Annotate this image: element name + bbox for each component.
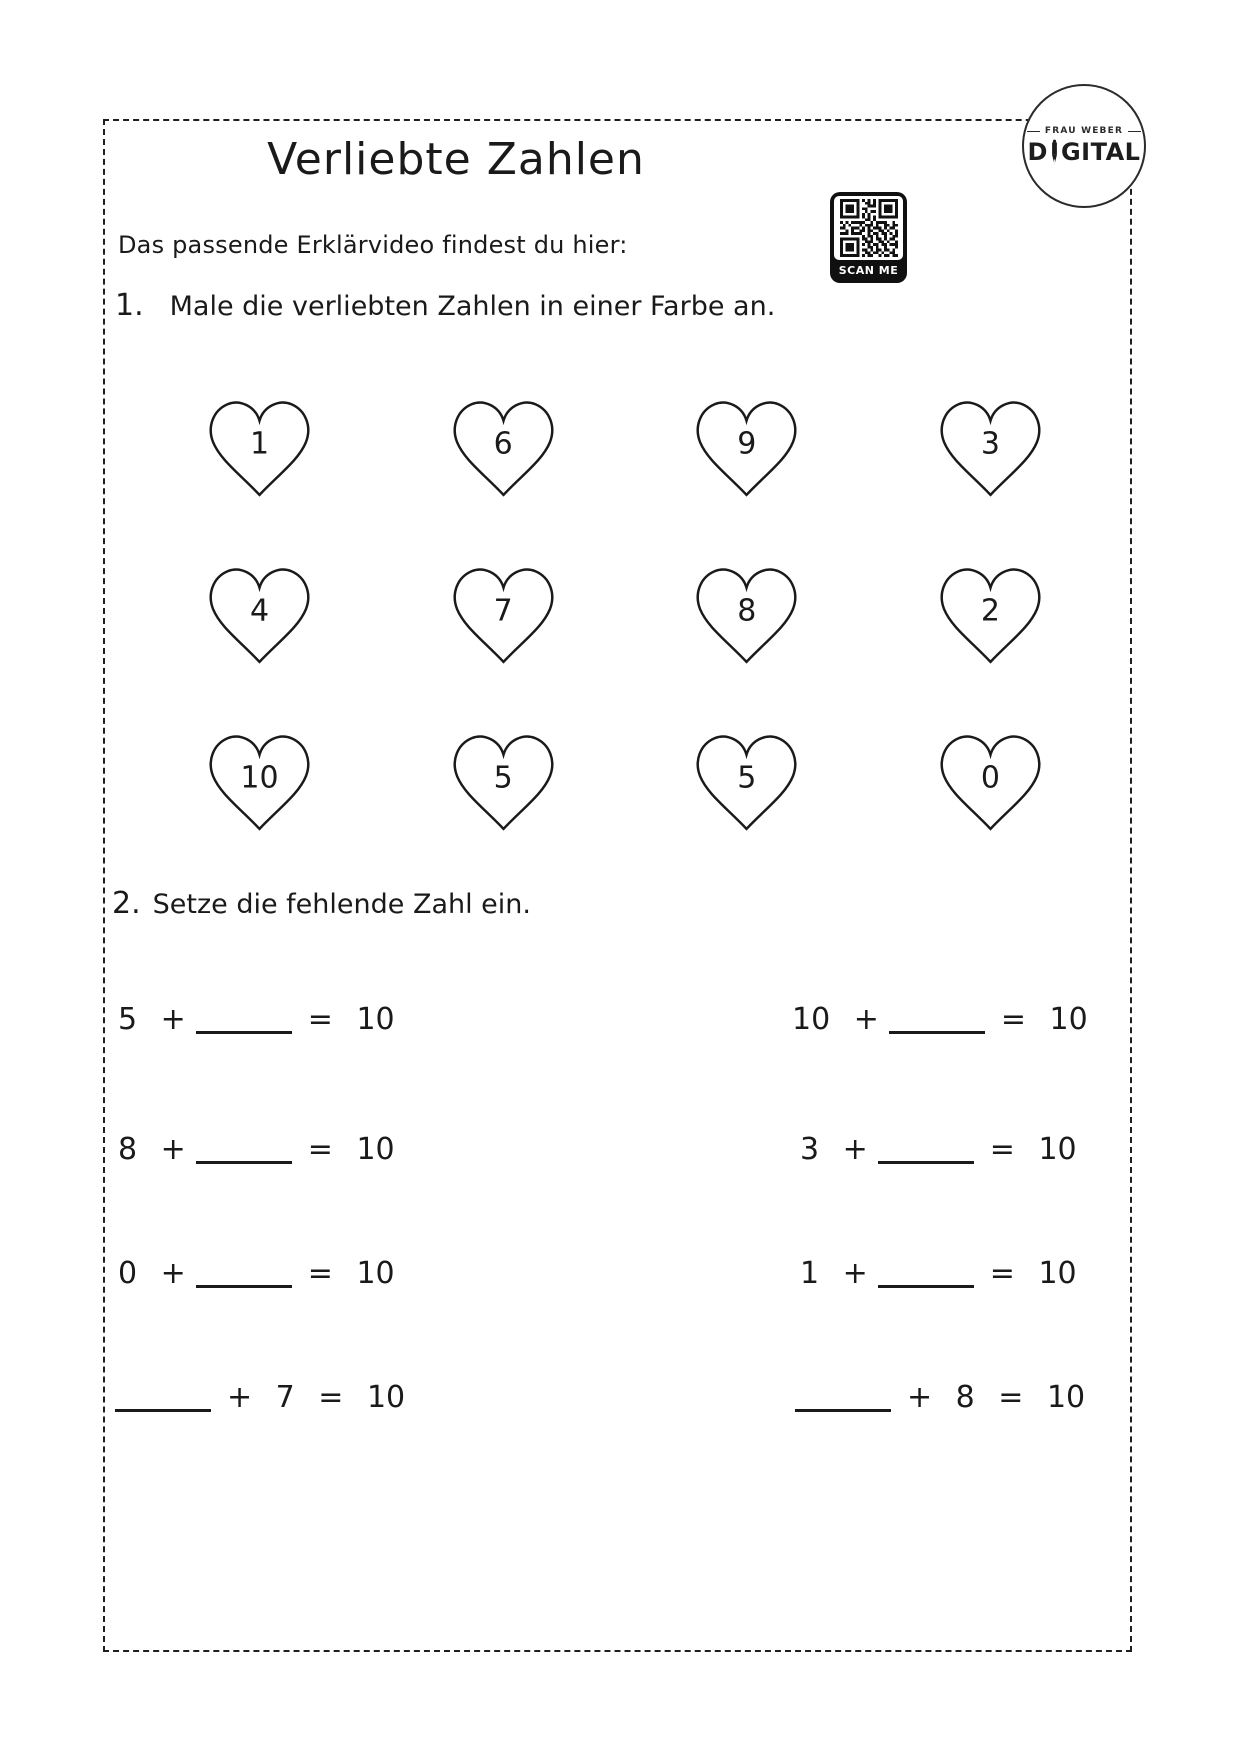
- equation: [118, 1132, 395, 1167]
- heart-number: 10: [240, 760, 279, 796]
- task-1-text: Male die verliebten Zahlen in einer Farbe an.: [169, 291, 776, 322]
- heart: [202, 730, 317, 833]
- equation: [118, 1002, 395, 1037]
- equation-text: 1 +: [800, 1256, 868, 1291]
- equation-text: = 10: [307, 1002, 395, 1037]
- equation: [795, 1380, 1085, 1415]
- answer-blank: [889, 1031, 985, 1034]
- brand-logo: [1022, 84, 1146, 208]
- heart-number: 9: [737, 426, 757, 462]
- answer-blank: [795, 1409, 891, 1412]
- equation-text: 0 +: [118, 1256, 186, 1291]
- equation-text: = 10: [307, 1256, 395, 1291]
- heart-number: 5: [737, 760, 757, 796]
- heart: [689, 563, 804, 666]
- equation-text: 3 +: [800, 1132, 868, 1167]
- heart: [689, 730, 804, 833]
- answer-blank: [196, 1285, 292, 1288]
- heart-number: 8: [737, 593, 757, 629]
- equation: [115, 1380, 405, 1415]
- heart: [446, 730, 561, 833]
- qr-scan-label: SCAN ME: [838, 264, 899, 277]
- logo-dash-right: [1128, 131, 1141, 132]
- logo-dash-left: [1027, 131, 1040, 132]
- heart-number: 6: [493, 426, 513, 462]
- task-2-text: Setze die fehlende Zahl ein.: [152, 889, 531, 920]
- heart-number: 4: [249, 593, 270, 629]
- heart-row: [202, 396, 1048, 499]
- heart: [933, 730, 1048, 833]
- heart-number: 0: [980, 760, 1001, 796]
- heart-number: 1: [249, 426, 270, 462]
- hearts-grid: [202, 396, 1048, 897]
- equation: [800, 1132, 1077, 1167]
- heart: [933, 396, 1048, 499]
- equation-text: 10 +: [792, 1002, 879, 1037]
- heart: [202, 396, 317, 499]
- brand-name-text: FRAU WEBER: [1044, 126, 1124, 136]
- heart: [689, 396, 804, 499]
- brand-top-row: [1027, 126, 1141, 136]
- heart-number: 7: [493, 593, 513, 629]
- qr-badge: [830, 192, 907, 283]
- equation: [792, 1002, 1088, 1037]
- equation: [118, 1256, 395, 1291]
- heart: [446, 396, 561, 499]
- answer-blank: [115, 1409, 211, 1412]
- equation-text: = 10: [1000, 1002, 1088, 1037]
- answer-blank: [878, 1161, 974, 1164]
- pen-icon: [1049, 139, 1060, 166]
- qr-code-icon: [834, 196, 903, 260]
- wordmark-left: D: [1027, 138, 1048, 166]
- equation-text: + 7 = 10: [227, 1380, 406, 1415]
- heart: [933, 563, 1048, 666]
- heart-number: 3: [980, 426, 1001, 462]
- task-1-heading: [115, 288, 775, 323]
- answer-blank: [196, 1031, 292, 1034]
- equation-text: = 10: [989, 1256, 1077, 1291]
- heart-number: 2: [980, 593, 1001, 629]
- equation-text: = 10: [989, 1132, 1077, 1167]
- task-1-number: 1.: [115, 288, 144, 323]
- equation-text: = 10: [307, 1132, 395, 1167]
- task-2-number: 2.: [112, 886, 141, 921]
- page-title: Verliebte Zahlen: [267, 134, 645, 185]
- brand-wordmark: [1028, 138, 1141, 166]
- task-2-heading: [112, 886, 531, 921]
- answer-blank: [878, 1285, 974, 1288]
- heart-row: [202, 563, 1048, 666]
- heart: [446, 563, 561, 666]
- equation-text: 5 +: [118, 1002, 186, 1037]
- heart: [202, 563, 317, 666]
- intro-text: Das passende Erklärvideo findest du hier:: [118, 231, 628, 259]
- equation-text: + 8 = 10: [907, 1380, 1086, 1415]
- answer-blank: [196, 1161, 292, 1164]
- wordmark-right: GITAL: [1060, 138, 1141, 166]
- equation: [800, 1256, 1077, 1291]
- heart-row: [202, 730, 1048, 833]
- heart-number: 5: [493, 760, 513, 796]
- equation-text: 8 +: [118, 1132, 186, 1167]
